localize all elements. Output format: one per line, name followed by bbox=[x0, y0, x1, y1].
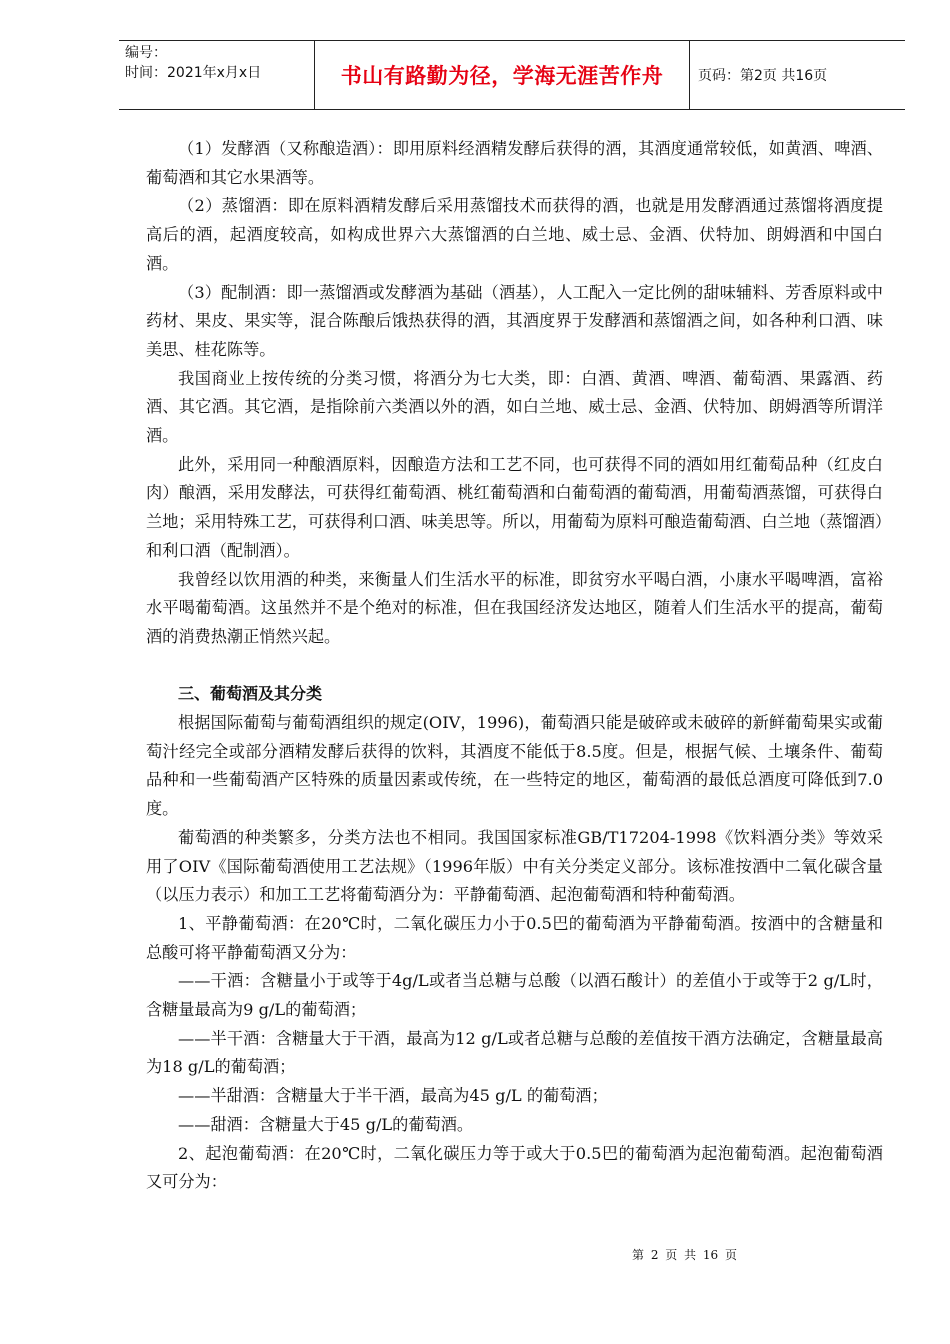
list-item: ——甜酒：含糖量大于45 g/L的葡萄酒。 bbox=[178, 1114, 474, 1134]
section-title: 三、葡萄酒及其分类 bbox=[178, 684, 323, 704]
header-motto: 书山有路勤为径，学海无涯苦作舟 bbox=[315, 41, 690, 109]
list-item: ——半甜酒：含糖量大于半干酒，最高为45 g/L 的葡萄酒； bbox=[178, 1086, 608, 1106]
document-body bbox=[146, 135, 883, 1197]
paragraph: 葡萄酒的种类繁多，分类方法也不相同。我国国家标准GB/T17204-1998《饮料酒分类》等效采用了OIV《国际葡萄酒使用工艺法规》（1996年版）中有关分类定义部分。该标准按酒中二氧化碳含量（以压力表示）和加工工艺将葡萄酒分为：平静葡萄酒、起泡葡萄酒和特种葡萄酒。 bbox=[146, 827, 883, 905]
paragraph: 此外，采用同一种酿酒原料，因酿造方法和工艺不同，也可获得不同的酒如用红葡萄品种（红皮白肉）酿酒，采用发酵法，可获得红葡萄酒、桃红葡萄酒和白葡萄酒的葡萄酒，用葡萄酒蒸馏，可获得白兰地；采用特殊工艺，可获得利口酒、味美思等。所以，用葡萄为原料可酿造葡萄酒、白兰地（蒸馏酒）和利口酒（配制酒）。 bbox=[146, 454, 883, 560]
header-meta bbox=[119, 41, 315, 109]
document-time-label: 时间：2021年x月x日 bbox=[125, 65, 262, 81]
list-item: ——干酒：含糖量小于或等于4g/L或者当总糖与总酸（以酒石酸计）的差值小于或等于2 g/L时，含糖量最高为9 g/L的葡萄酒； bbox=[146, 971, 883, 1020]
paragraph: 1、平静葡萄酒：在20℃时，二氧化碳压力小于0.5巴的葡萄酒为平静葡萄酒。按酒中的含糖量和总酸可将平静葡萄酒又分为： bbox=[146, 913, 883, 962]
paragraph: 根据国际葡萄与葡萄酒组织的规定(OIV，1996)，葡萄酒只能是破碎或未破碎的新鲜葡萄果实或葡萄汁经完全或部分酒精发酵后获得的饮料，其酒度不能低于8.5度。但是，根据气候、土壤条件、葡萄品种和一些葡萄酒产区特殊的质量因素或传统，在一些特定的地区，葡萄酒的最低总酒度可降低到7.0度。 bbox=[146, 713, 883, 819]
paragraph: 2、起泡葡萄酒：在20℃时，二氧化碳压力等于或大于0.5巴的葡萄酒为起泡葡萄酒。起泡葡萄酒又可分为： bbox=[146, 1143, 883, 1192]
paragraph: （2）蒸馏酒：即在原料酒精发酵后采用蒸馏技术而获得的酒，也就是用发酵酒通过蒸馏将酒度提高后的酒，起酒度较高，如构成世界六大蒸馏酒的白兰地、威士忌、金酒、伏特加、朗姆酒和中国白酒。 bbox=[146, 196, 883, 273]
paragraph: 我国商业上按传统的分类习惯，将酒分为七大类，即：白酒、黄酒、啤酒、葡萄酒、果露酒、药酒、其它酒。其它酒，是指除前六类酒以外的酒，如白兰地、威士忌、金酒、伏特加、朗姆酒等所谓洋酒。 bbox=[146, 368, 883, 446]
list-item: ——半干酒：含糖量大于干酒，最高为12 g/L或者总糖与总酸的差值按干酒方法确定，含糖量最高为18 g/L的葡萄酒； bbox=[146, 1028, 883, 1077]
page-header bbox=[119, 40, 905, 110]
header-page-info: 页码：第2页 共16页 bbox=[698, 68, 828, 84]
paragraph: 我曾经以饮用酒的种类，来衡量人们生活水平的标准，即贫穷水平喝白酒，小康水平喝啤酒，富裕水平喝葡萄酒。这虽然并不是个绝对的标准，但在我国经济发达地区，随着人们生活水平的提高，葡萄酒的消费热潮正悄然兴起。 bbox=[146, 569, 883, 646]
page-footer: 第 2 页 共 16 页 bbox=[632, 1248, 737, 1262]
paragraph: （3）配制酒：即一蒸馏酒或发酵酒为基础（酒基），人工配入一定比例的甜味辅料、芳香原料或中药材、果皮、果实等，混合陈酿后饿热获得的酒，其酒度界于发酵酒和蒸馏酒之间，如各种利口酒、味美思、桂花陈等。 bbox=[146, 282, 883, 359]
document-number-label: 编号： bbox=[125, 45, 167, 61]
paragraph: （1）发酵酒（又称酿造酒）：即用原料经酒精发酵后获得的酒，其酒度通常较低，如黄酒、啤酒、葡萄酒和其它水果酒等。 bbox=[146, 139, 883, 187]
